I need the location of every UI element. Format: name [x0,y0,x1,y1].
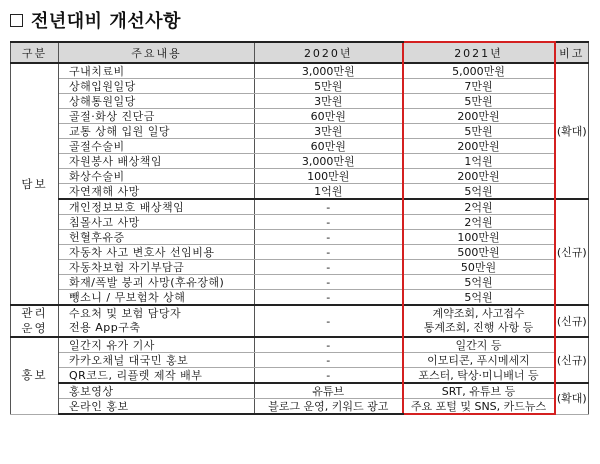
item-cell: 일간지 유가 기사 [59,337,255,353]
value-2020-cell: - [255,260,403,275]
value-2020-cell: 5만원 [255,79,403,94]
table-row [11,63,589,79]
value-2020-cell: - [255,290,403,306]
item-cell: 골절·화상 진단금 [59,109,255,124]
value-2021-cell: SRT, 유튜브 등 [403,383,555,399]
value-2021-cell: 2억원 [403,199,555,215]
value-2020-cell: - [255,337,403,353]
table-row [11,353,589,368]
item-cell: QR코드, 리플렛 제작 배부 [59,368,255,384]
header-content: 주요내용 [59,42,255,63]
value-2021-cell: 200만원 [403,169,555,184]
table-row [11,199,589,215]
value-2021-cell [403,305,555,337]
value-2020-cell: - [255,215,403,230]
value-2021-cell: 500만원 [403,245,555,260]
table-row [11,399,589,415]
value-2020-cell: 3만원 [255,94,403,109]
item-cell: 자연재해 사망 [59,184,255,200]
table-row [11,337,589,353]
value-2020-cell: 60만원 [255,139,403,154]
table-row [11,383,589,399]
value-2020-cell: - [255,230,403,245]
value-2021-cell: 5억원 [403,290,555,306]
table-row [11,79,589,94]
value-2021-cell: 5,000만원 [403,63,555,79]
value-2021-cell: 일간지 등 [403,337,555,353]
value-2020-cell: 유튜브 [255,383,403,399]
value-2020-cell: - [255,368,403,384]
item-cell: 자동차 사고 변호사 선임비용 [59,245,255,260]
item-cell: 개인정보보호 배상책임 [59,199,255,215]
header-note: 비고 [555,42,589,63]
header-row [11,42,589,63]
value-2021-cell: 200만원 [403,139,555,154]
category-management [11,305,59,337]
page-title-area [10,7,181,33]
item-cell: 자원봉사 배상책임 [59,154,255,169]
checkbox-icon [10,14,23,27]
item-cell: 교통 상해 입원 일당 [59,124,255,139]
page-title: 전년대비 개선사항 [31,11,181,32]
table-row [11,139,589,154]
table-row [11,169,589,184]
item-cell: 상해통원일당 [59,94,255,109]
value-2020-cell: 블로그 운영, 키워드 광고 [255,399,403,415]
item-line: 전용 App구축 [69,321,141,334]
note-cell [555,199,589,305]
value-2020-cell: - [255,199,403,215]
value-2021-cell: 주요 포털 및 SNS, 카드뉴스 [403,399,555,415]
value-2021-cell: 7만원 [403,79,555,94]
category-insurance [11,63,59,305]
item-cell: 골절수술비 [59,139,255,154]
value-2020-cell: - [255,305,403,337]
item-cell: 뺑소니 / 무보험차 상해 [59,290,255,306]
category-promotion-label: 홍보 [21,368,48,383]
value-line: 계약조회, 사고접수 [432,307,525,320]
item-cell: 카카오채널 대국민 홍보 [59,353,255,368]
table-row [11,230,589,245]
header-category: 구분 [11,42,59,63]
value-2021-cell: 포스터, 탁상·미니배너 등 [403,368,555,384]
item-cell: 구내치료비 [59,63,255,79]
value-2021-cell: 50만원 [403,260,555,275]
table-body [11,63,589,414]
header-2021: 2021년 [403,42,555,63]
table-row [11,124,589,139]
value-2020-cell: - [255,275,403,290]
table-row [11,94,589,109]
table-row [11,184,589,200]
item-cell: 홍보영상 [59,383,255,399]
value-2021-cell: 200만원 [403,109,555,124]
value-2020-cell: 1억원 [255,184,403,200]
note-label: ( 신규 ) [557,246,587,259]
value-2021-cell: 5억원 [403,275,555,290]
value-2021-cell: 5억원 [403,184,555,200]
table-row [11,109,589,124]
table-row [11,245,589,260]
item-cell: 상해입원일당 [59,79,255,94]
category-management-label: 관리 운영 [21,306,48,335]
note-label: ( 신규 ) [557,315,587,328]
table-row [11,215,589,230]
value-2021-cell: 5만원 [403,124,555,139]
note-label: ( 확대 ) [557,125,587,138]
item-cell: 침몰사고 사망 [59,215,255,230]
value-2020-cell: 3,000만원 [255,63,403,79]
note-label: ( 신규 ) [557,354,587,367]
note-label: ( 확대 ) [557,392,587,405]
note-cell [555,383,589,414]
value-2020-cell: - [255,353,403,368]
comparison-table [10,41,589,415]
value-line: 통계조회, 진행 사항 등 [423,321,534,334]
item-line: 수요처 및 보험 담당자 [69,307,182,320]
value-2021-cell: 이모티콘, 푸시메세지 [403,353,555,368]
item-cell: 온라인 홍보 [59,399,255,415]
table-row [11,290,589,306]
value-2021-cell: 2억원 [403,215,555,230]
header-2020: 2020년 [255,42,403,63]
item-cell: 헌혈후유증 [59,230,255,245]
item-cell [59,305,255,337]
category-promotion [11,337,59,414]
value-2020-cell: 60만원 [255,109,403,124]
item-cell: 화재/폭발 붕괴 사망(후유장해) [59,275,255,290]
table-row [11,305,589,337]
value-2020-cell: - [255,245,403,260]
table-row [11,275,589,290]
note-cell [555,305,589,337]
value-2021-cell: 100만원 [403,230,555,245]
value-2020-cell: 3,000만원 [255,154,403,169]
note-cell [555,63,589,199]
category-insurance-label: 담보 [21,176,48,191]
value-2020-cell: 100만원 [255,169,403,184]
comparison-table-container [10,41,588,415]
table-row [11,368,589,384]
table-row [11,154,589,169]
item-cell: 자동차보험 자기부담금 [59,260,255,275]
note-cell [555,337,589,383]
item-cell: 화상수술비 [59,169,255,184]
table-row [11,260,589,275]
value-2020-cell: 3만원 [255,124,403,139]
value-2021-cell: 1억원 [403,154,555,169]
value-2021-cell: 5만원 [403,94,555,109]
